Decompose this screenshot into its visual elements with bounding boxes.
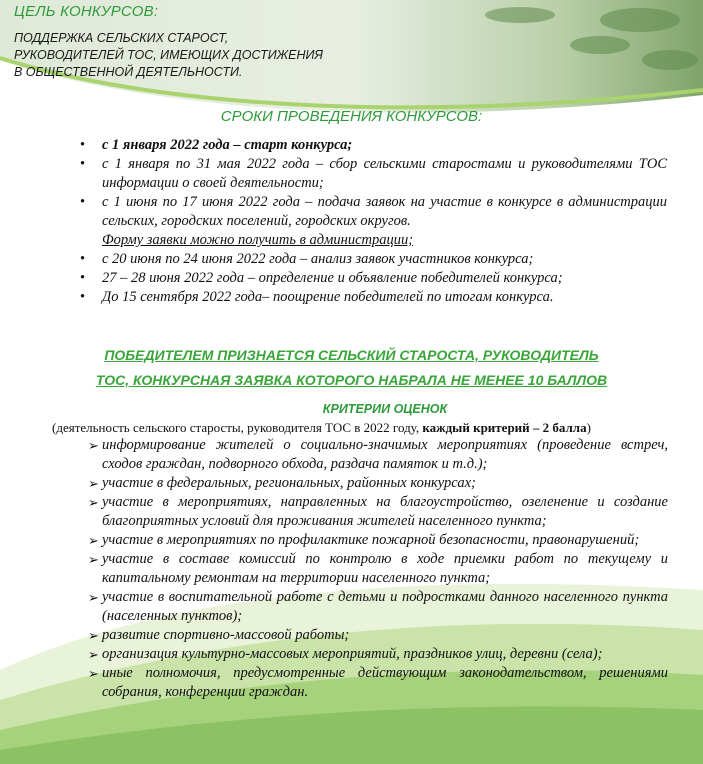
list-item	[80, 250, 667, 269]
criteria-text: участие в составе комиссий по контролю в ходе приемки работ по текущему и капитальному ремонтам на территории населенного пункта;	[102, 551, 668, 586]
list-item	[88, 474, 668, 493]
arrow-bullet-icon: ➢	[88, 628, 99, 643]
arrow-bullet-icon: ➢	[88, 647, 99, 662]
term-text: с 1 января 2022 года – старт конкурса;	[102, 137, 353, 153]
term-text: с 1 июня по 17 июня 2022 года – подача заявок на участие в конкурсе в администрации сельских, городских поселений, городских округов.	[102, 194, 667, 229]
criteria-text: иные полномочия, предусмотренные действующим законодательством, решениями собрания, конференции граждан.	[102, 665, 668, 700]
arrow-bullet-icon: ➢	[88, 438, 99, 453]
criteria-text: развитие спортивно-массовой работы;	[102, 627, 350, 643]
term-text: 27 – 28 июня 2022 года – определение и объявление победителей конкурса;	[102, 270, 563, 286]
criteria-list	[88, 436, 668, 702]
list-item	[88, 626, 668, 645]
criteria-note-close: )	[586, 420, 591, 435]
bullet-icon: •	[80, 270, 86, 286]
criteria-text: участие в федеральных, региональных, районных конкурсах;	[102, 475, 476, 491]
criteria-text: информирование жителей о социально-значимых мероприятиях (проведение встреч, сходов граждан, подворного обхода, раздача памяток и т.д.);	[102, 437, 668, 472]
winner-line: ТОС, КОНКУРСНАЯ ЗАЯВКА КОТОРОГО НАБРАЛА НЕ МЕНЕЕ 10 БАЛЛОВ	[95, 372, 608, 388]
bullet-icon: •	[80, 156, 86, 172]
list-item	[88, 550, 668, 588]
goal-line: РУКОВОДИТЕЛЕЙ ТОС, ИМЕЮЩИХ ДОСТИЖЕНИЯ	[14, 48, 323, 62]
criteria-note	[52, 420, 591, 436]
list-item	[88, 493, 668, 531]
list-item	[88, 645, 668, 664]
list-item	[88, 436, 668, 474]
bullet-icon: •	[80, 194, 86, 210]
arrow-bullet-icon: ➢	[88, 666, 99, 681]
goal-text	[14, 30, 323, 81]
goal-heading: ЦЕЛЬ КОНКУРСОВ:	[14, 3, 159, 20]
list-item	[80, 288, 667, 307]
terms-list	[80, 136, 667, 307]
bullet-icon: •	[80, 137, 86, 153]
criteria-text: участие в мероприятиях, направленных на благоустройство, озеленение и создание благоприятных условий для проживания жителей населенного пункта;	[102, 494, 668, 529]
criteria-note-bold: каждый критерий – 2 балла	[422, 420, 587, 435]
criteria-note-text: (деятельность сельского старосты, руководителя ТОС в 2022 году,	[52, 420, 423, 435]
list-item	[80, 155, 667, 193]
form-note: Форму заявки можно получить в администрации;	[102, 232, 414, 248]
criteria-text: участие в мероприятиях по профилактике пожарной безопасности, правонарушений;	[102, 532, 640, 548]
winner-line: ПОБЕДИТЕЛЕМ ПРИЗНАЕТСЯ СЕЛЬСКИЙ СТАРОСТА, РУКОВОДИТЕЛЬ	[104, 347, 599, 363]
list-item	[80, 193, 667, 250]
arrow-bullet-icon: ➢	[88, 495, 99, 510]
arrow-bullet-icon: ➢	[88, 476, 99, 491]
list-item	[80, 269, 667, 288]
list-item	[88, 588, 668, 626]
criteria-text: организация культурно-массовых мероприятий, праздников улиц, деревни (села);	[102, 646, 603, 662]
goal-line: В ОБЩЕСТВЕННОЙ ДЕЯТЕЛЬНОСТИ.	[14, 65, 243, 79]
list-item	[80, 136, 667, 155]
bullet-icon: •	[80, 289, 86, 305]
criteria-heading: КРИТЕРИИ ОЦЕНОК	[322, 402, 448, 416]
goal-line: ПОДДЕРЖКА СЕЛЬСКИХ СТАРОСТ,	[14, 31, 229, 45]
arrow-bullet-icon: ➢	[88, 590, 99, 605]
arrow-bullet-icon: ➢	[88, 533, 99, 548]
term-text: с 1 января по 31 мая 2022 года – сбор сельскими старостами и руководителями ТОС информации о своей деятельности;	[102, 156, 667, 191]
winner-statement	[0, 343, 703, 393]
term-text: с 20 июня по 24 июня 2022 года – анализ заявок участников конкурса;	[102, 251, 534, 267]
bullet-icon: •	[80, 251, 86, 267]
criteria-text: участие в воспитательной работе с детьми и подростками данного населенного пункта (населенных пунктов);	[102, 589, 668, 624]
term-text: До 15 сентября 2022 года– поощрение победителей по итогам конкурса.	[102, 289, 554, 305]
list-item	[88, 531, 668, 550]
list-item	[88, 664, 668, 702]
arrow-bullet-icon: ➢	[88, 552, 99, 567]
terms-heading: СРОКИ ПРОВЕДЕНИЯ КОНКУРСОВ:	[220, 108, 483, 125]
